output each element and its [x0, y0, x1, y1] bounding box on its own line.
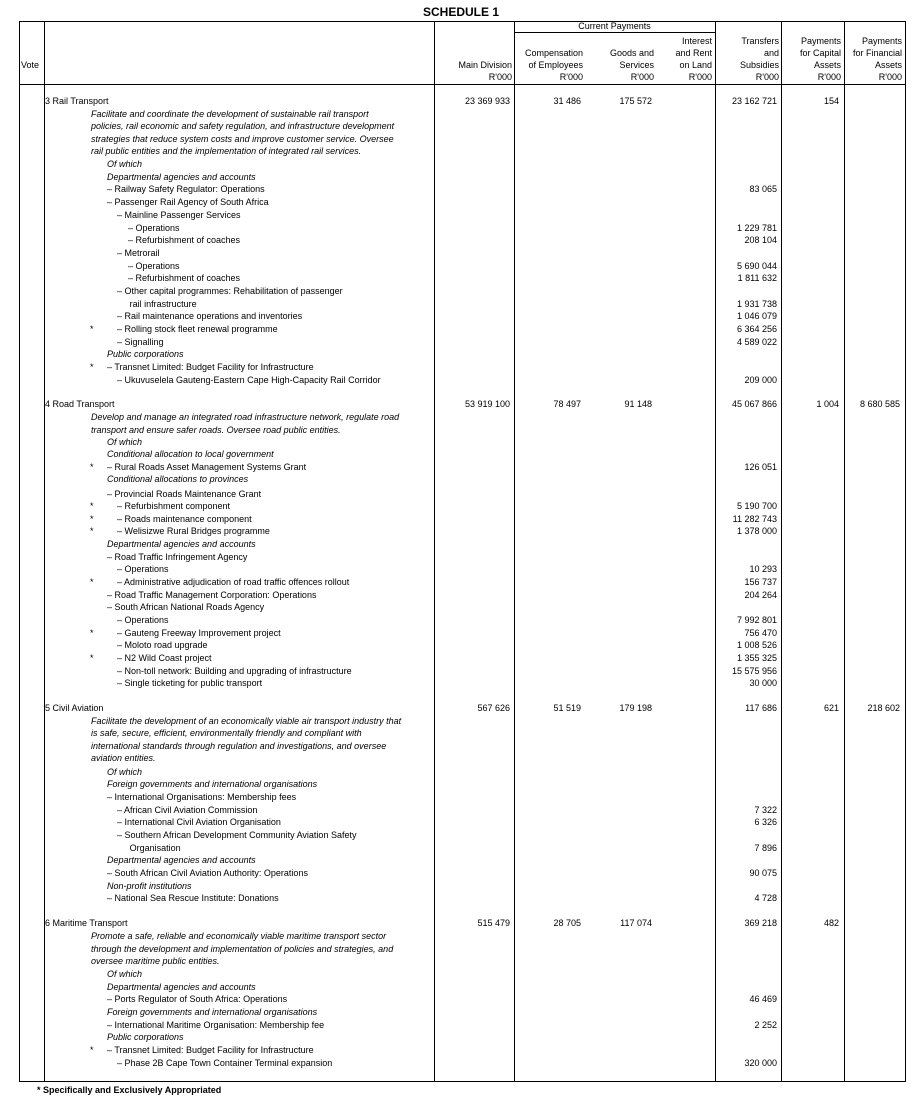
table-cell-transfers: 46 469 — [749, 994, 777, 1004]
table-row-label: 6 Maritime Transport — [45, 918, 128, 928]
column-header-transfers: and — [763, 48, 779, 58]
table-cell-goods: 117 074 — [620, 918, 652, 928]
table-row-label: – Operations — [117, 564, 169, 574]
table-cell-transfers: 30 000 — [749, 678, 777, 688]
column-header-transfers: Subsidies — [739, 60, 779, 70]
column-header-comp: of Employees — [528, 60, 583, 70]
table-row-label: – Other capital programmes: Rehabilitation of passenger — [117, 286, 343, 296]
unit-label: R'000 — [488, 72, 512, 82]
unit-label: R'000 — [630, 72, 654, 82]
column-header-interest: and Rent — [675, 48, 712, 58]
table-row-label: – Refurbishment of coaches — [128, 235, 241, 245]
column-header-main: Main Division — [458, 60, 512, 70]
table-row-label: oversee maritime public entities. — [91, 956, 220, 966]
appropriation-star: * — [90, 1045, 94, 1055]
table-row-label: – Metrorail — [117, 248, 160, 258]
table-row-label: Of which — [107, 969, 143, 979]
appropriation-star: * — [90, 653, 94, 663]
table-row-label: – Provincial Roads Maintenance Grant — [107, 489, 262, 499]
column-header-interest: on Land — [679, 60, 712, 70]
table-row-label: Foreign governments and international organisations — [107, 779, 318, 789]
table-cell-transfers: 23 162 721 — [731, 96, 777, 106]
table-row-label: 4 Road Transport — [45, 399, 115, 409]
table-row-label: – Rural Roads Asset Management Systems Grant — [107, 462, 307, 472]
table-row-label: Foreign governments and international organisations — [107, 1007, 318, 1017]
table-row-label: – Roads maintenance component — [117, 514, 252, 524]
table-cell-transfers: 90 075 — [749, 868, 777, 878]
table-row-label: – Administrative adjudication of road traffic offences rollout — [117, 577, 350, 587]
column-divider — [844, 21, 845, 1082]
appropriation-star: * — [90, 462, 94, 472]
table-row-label: Departmental agencies and accounts — [107, 539, 256, 549]
table-cell-transfers: 117 686 — [745, 703, 777, 713]
table-cell-transfers: 6 364 256 — [736, 324, 777, 334]
table-row-label: – Signalling — [117, 337, 164, 347]
table-cell-transfers: 1 378 000 — [736, 526, 777, 536]
table-cell-transfers: 6 326 — [754, 817, 777, 827]
table-row-label: Facilitate and coordinate the development of sustainable rail transport — [91, 109, 369, 119]
table-cell-transfers: 5 690 044 — [736, 261, 777, 271]
table-row-label: Of which — [107, 437, 143, 447]
unit-label: R'000 — [878, 72, 902, 82]
table-row-label: aviation entities. — [91, 753, 156, 763]
column-header-interest: Interest — [681, 36, 712, 46]
table-cell-transfers: 156 737 — [744, 577, 777, 587]
table-row-label: – Phase 2B Cape Town Container Terminal expansion — [117, 1058, 333, 1068]
table-cell-goods: 91 148 — [624, 399, 652, 409]
table-row-label: Develop and manage an integrated road infrastructure network, regulate road — [91, 412, 400, 422]
table-cell-comp: 31 486 — [553, 96, 581, 106]
table-row-label: Organisation — [129, 843, 181, 853]
table-cell-financial: 8 680 585 — [859, 399, 900, 409]
table-row-label: – Moloto road upgrade — [117, 640, 208, 650]
appropriation-star: * — [90, 362, 94, 372]
table-row-label: – Gauteng Freeway Improvement project — [117, 628, 281, 638]
table-row-label: is safe, secure, efficient, environmentally friendly and compliant with — [91, 728, 362, 738]
table-cell-transfers: 126 051 — [744, 462, 777, 472]
table-row-label: rail infrastructure — [129, 299, 197, 309]
table-row-label: – African Civil Aviation Commission — [117, 805, 258, 815]
table-row-label: strategies that reduce system costs and improve customer service. Oversee — [91, 134, 394, 144]
table-cell-transfers: 10 293 — [749, 564, 777, 574]
column-header-financial: Assets — [874, 60, 902, 70]
table-row-label: – N2 Wild Coast project — [117, 653, 212, 663]
table-row-label: – Ukuvuselela Gauteng-Eastern Cape High-Capacity Rail Corridor — [117, 375, 381, 385]
unit-label: R'000 — [688, 72, 712, 82]
table-row-label: Departmental agencies and accounts — [107, 172, 256, 182]
appropriation-star: * — [90, 628, 94, 638]
column-header-financial: Payments — [861, 36, 902, 46]
table-row-label: – Railway Safety Regulator: Operations — [107, 184, 265, 194]
column-header-comp: Compensation — [524, 48, 583, 58]
table-cell-transfers: 209 000 — [744, 375, 777, 385]
table-cell-transfers: 756 470 — [744, 628, 777, 638]
header-divider — [19, 84, 906, 85]
footnote: * Specifically and Exclusively Appropriated — [37, 1085, 222, 1095]
table-row-label: – Ports Regulator of South Africa: Operations — [107, 994, 288, 1004]
column-header-capital: Assets — [813, 60, 841, 70]
table-cell-main: 23 369 933 — [464, 96, 510, 106]
vote-header: Vote — [21, 60, 40, 70]
table-row-label: Public corporations — [107, 1032, 184, 1042]
table-row-label: – National Sea Rescue Institute: Donations — [107, 893, 279, 903]
table-cell-transfers: 1 046 079 — [736, 311, 777, 321]
table-cell-main: 515 479 — [477, 918, 510, 928]
table-cell-transfers: 2 252 — [754, 1020, 777, 1030]
table-row-label: Of which — [107, 159, 143, 169]
table-cell-capital: 154 — [823, 96, 839, 106]
table-row-label: – Non-toll network: Building and upgrading of infrastructure — [117, 666, 352, 676]
table-row-label: Departmental agencies and accounts — [107, 855, 256, 865]
table-cell-transfers: 7 896 — [754, 843, 777, 853]
table-cell-goods: 179 198 — [619, 703, 652, 713]
unit-label: R'000 — [755, 72, 779, 82]
table-row-label: Non-profit institutions — [107, 881, 192, 891]
table-row-label: – International Maritime Organisation: Membership fee — [107, 1020, 325, 1030]
table-row-label: – South African Civil Aviation Authority: Operations — [107, 868, 308, 878]
table-row-label: rail public entities and the implementation of integrated rail services. — [91, 146, 362, 156]
table-cell-transfers: 45 067 866 — [731, 399, 777, 409]
table-cell-transfers: 4 589 022 — [736, 337, 777, 347]
table-cell-financial: 218 602 — [867, 703, 900, 713]
table-row-label: – Transnet Limited: Budget Facility for Infrastructure — [107, 1045, 314, 1055]
table-row-label: – Rolling stock fleet renewal programme — [117, 324, 278, 334]
table-cell-transfers: 208 104 — [744, 235, 777, 245]
table-cell-capital: 621 — [823, 703, 839, 713]
table-row-label: Public corporations — [107, 349, 184, 359]
table-row-label: – International Organisations: Membership fees — [107, 792, 297, 802]
table-row-label: Conditional allocation to local government — [107, 449, 274, 459]
table-cell-capital: 1 004 — [816, 399, 839, 409]
table-row-label: – Mainline Passenger Services — [117, 210, 241, 220]
table-row-label: – Road Traffic Infringement Agency — [107, 552, 248, 562]
unit-label: R'000 — [559, 72, 583, 82]
table-cell-transfers: 1 811 632 — [737, 273, 777, 283]
table-cell-transfers: 320 000 — [744, 1058, 777, 1068]
table-row-label: Departmental agencies and accounts — [107, 982, 256, 992]
table-row-label: – Operations — [128, 261, 180, 271]
table-cell-goods: 175 572 — [619, 96, 652, 106]
table-row-label: – South African National Roads Agency — [107, 602, 265, 612]
table-cell-transfers: 4 728 — [754, 893, 777, 903]
table-cell-transfers: 83 065 — [749, 184, 777, 194]
unit-label: R'000 — [817, 72, 841, 82]
table-row-label: – Single ticketing for public transport — [117, 678, 263, 688]
appropriation-star: * — [90, 501, 94, 511]
appropriation-star: * — [90, 577, 94, 587]
current-payments-header: Current Payments — [578, 21, 651, 31]
table-cell-transfers: 204 264 — [744, 590, 777, 600]
table-row-label: transport and ensure safer roads. Oversee road public entities. — [91, 425, 341, 435]
table-cell-transfers: 369 218 — [744, 918, 777, 928]
table-row-label: – Operations — [128, 223, 180, 233]
table-cell-transfers: 1 355 325 — [736, 653, 777, 663]
column-header-transfers: Transfers — [741, 36, 779, 46]
table-cell-transfers: 1 229 781 — [736, 223, 777, 233]
table-row-label: – Refurbishment of coaches — [128, 273, 241, 283]
group-divider — [514, 32, 715, 33]
appropriation-star: * — [90, 526, 94, 536]
table-row-label: – Refurbishment component — [117, 501, 231, 511]
column-header-financial: for Financial — [852, 48, 902, 58]
table-row-label: – Road Traffic Management Corporation: Operations — [107, 590, 317, 600]
table-row-label: Promote a safe, reliable and economically viable maritime transport sector — [91, 931, 387, 941]
column-header-goods: Goods and — [609, 48, 654, 58]
table-cell-transfers: 15 575 956 — [731, 666, 777, 676]
table-cell-transfers: 1 931 738 — [736, 299, 777, 309]
table-cell-transfers: 1 008 526 — [736, 640, 777, 650]
table-row-label: through the development and implementation of policies and strategies, and — [91, 944, 394, 954]
table-cell-transfers: 7 992 801 — [736, 615, 777, 625]
table-cell-comp: 78 497 — [553, 399, 581, 409]
table-row-label: 5 Civil Aviation — [45, 703, 104, 713]
table-cell-capital: 482 — [823, 918, 839, 928]
table-row-label: – Southern African Development Community Aviation Safety — [117, 830, 357, 840]
table-cell-main: 53 919 100 — [464, 399, 510, 409]
table-row-label: – Rail maintenance operations and inventories — [117, 311, 303, 321]
column-header-capital: Payments — [800, 36, 841, 46]
appropriation-star: * — [90, 514, 94, 524]
table-row-label: 3 Rail Transport — [45, 96, 109, 106]
table-row-label: international standards through regulation and investigations, and oversee — [91, 741, 387, 751]
schedule-title: SCHEDULE 1 — [422, 5, 499, 19]
column-header-goods: Services — [619, 60, 654, 70]
table-row-label: – Transnet Limited: Budget Facility for Infrastructure — [107, 362, 314, 372]
table-cell-comp: 28 705 — [553, 918, 581, 928]
table-cell-transfers: 7 322 — [754, 805, 777, 815]
table-cell-transfers: 5 190 700 — [736, 501, 777, 511]
table-row-label: – Operations — [117, 615, 169, 625]
table-cell-transfers: 11 282 743 — [732, 514, 777, 524]
table-row-label: – Welisizwe Rural Bridges programme — [117, 526, 270, 536]
table-cell-comp: 51 519 — [553, 703, 581, 713]
column-header-capital: for Capital — [799, 48, 841, 58]
appropriation-star: * — [90, 324, 94, 334]
table-row-label: Conditional allocations to provinces — [107, 474, 249, 484]
table-row-label: – Passenger Rail Agency of South Africa — [107, 197, 269, 207]
table-row-label: Facilitate the development of an economically viable air transport industry that — [91, 716, 402, 726]
table-cell-main: 567 626 — [477, 703, 510, 713]
table-row-label: – International Civil Aviation Organisation — [117, 817, 281, 827]
table-row-label: policies, rail economic and safety regulation, and infrastructure development — [91, 121, 395, 131]
table-row-label: Of which — [107, 767, 143, 777]
